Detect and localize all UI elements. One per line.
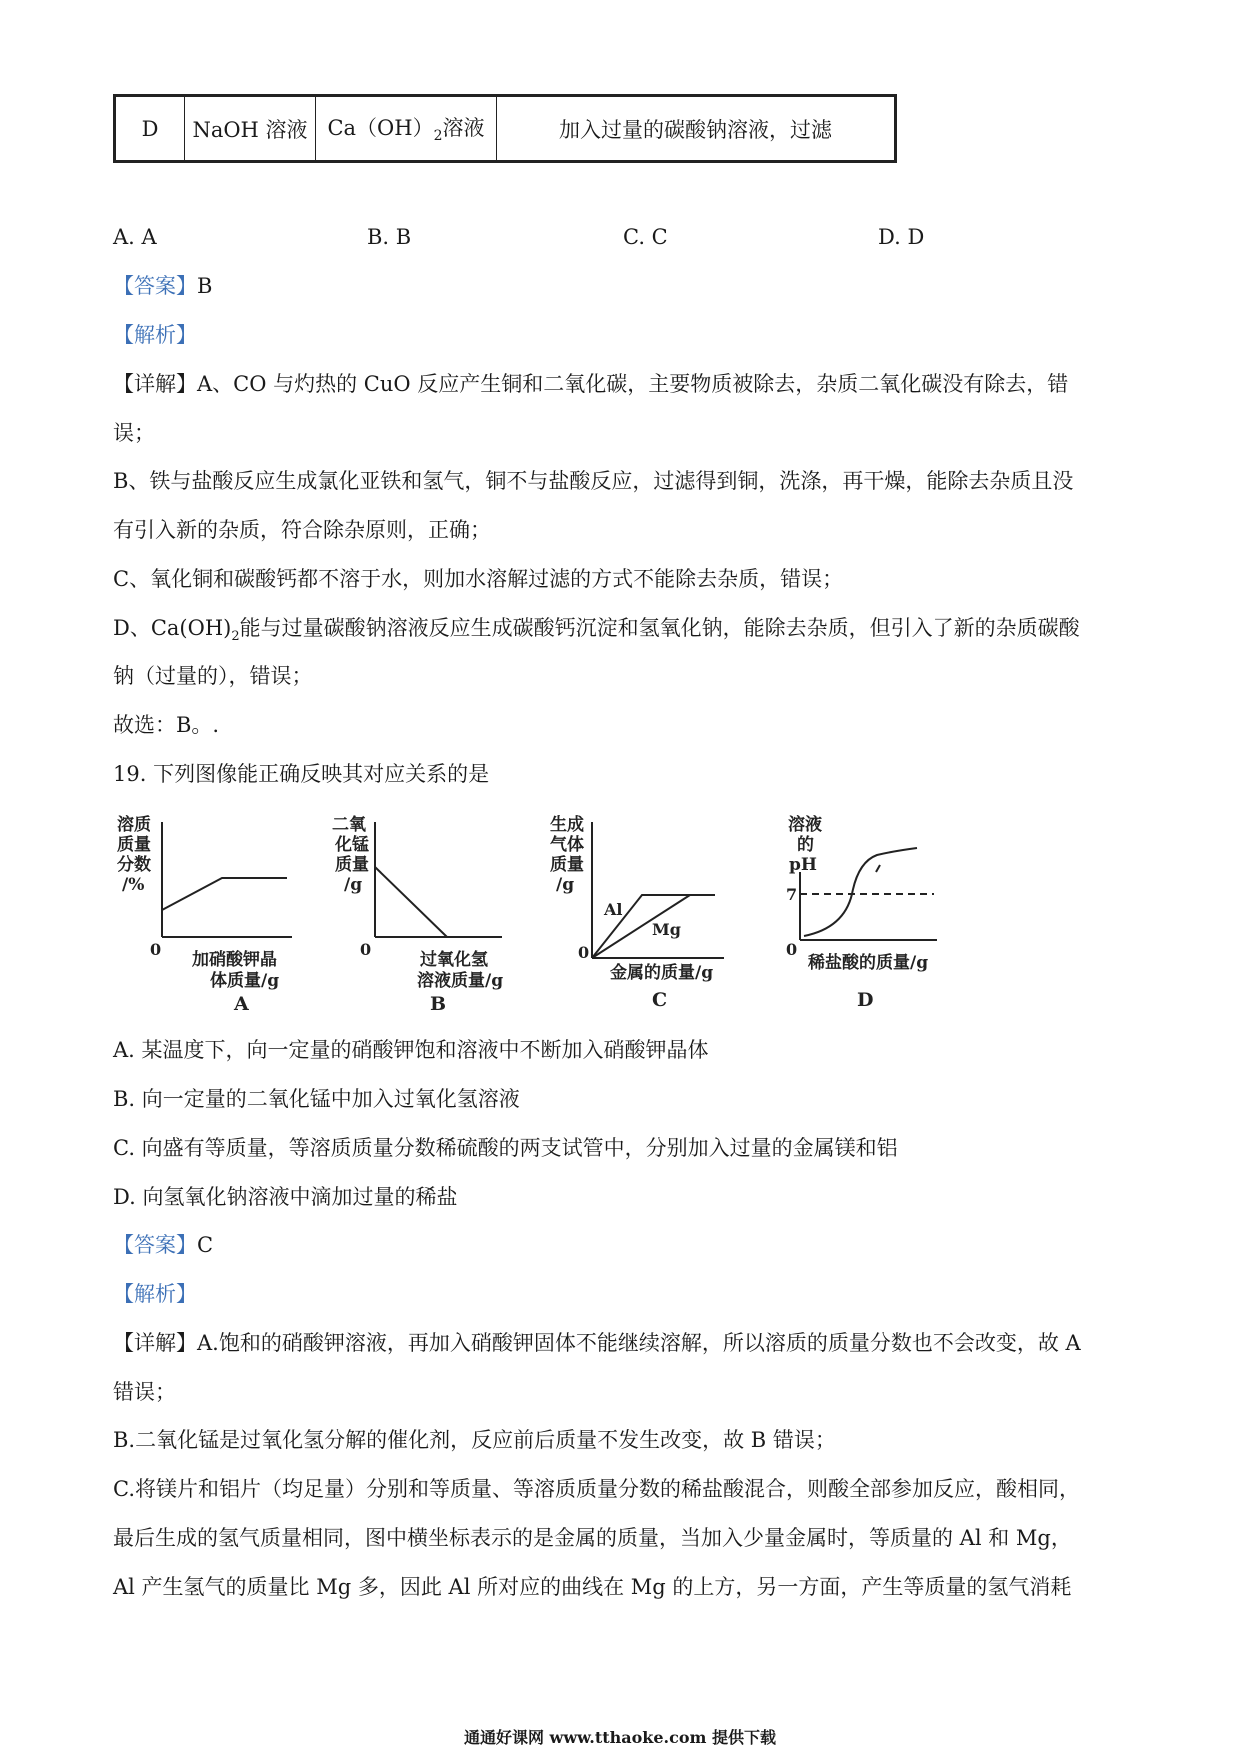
figure-b-xlabel-1: 过氧化氢 bbox=[420, 950, 488, 970]
cell-text: 溶液 bbox=[442, 116, 485, 141]
figure-d-ylabel-3: pH bbox=[789, 855, 817, 875]
figure-a-origin: 0 bbox=[150, 940, 162, 959]
figure-a-xlabel-1: 加硝酸钾晶 bbox=[192, 950, 277, 970]
figure-c-origin: 0 bbox=[578, 943, 590, 962]
answer-tag: 【答案】 bbox=[113, 1233, 197, 1257]
figure-a bbox=[117, 814, 292, 1015]
table-row bbox=[115, 96, 896, 162]
analysis-tag: 【解析】 bbox=[113, 323, 197, 347]
figure-d-xlabel: 稀盐酸的质量/g bbox=[808, 953, 929, 973]
cell-text: Ca（OH） bbox=[327, 116, 434, 141]
detail-line: 故选：B。. bbox=[113, 713, 220, 737]
q19-detail-line bbox=[113, 1328, 1081, 1358]
page-footer: 通通好课网 www.tthaoke.com 提供下载 bbox=[463, 1728, 777, 1747]
figure-c-xlabel: 金属的质量/g bbox=[610, 963, 714, 983]
figure-b-origin: 0 bbox=[360, 940, 372, 959]
figure-a-ylabel-4: /% bbox=[122, 875, 145, 895]
detail-line: B、铁与盐酸反应生成氯化亚铁和氢气，铜不与盐酸反应，过滤得到铜，洗涤，再干燥，能除去杂质且没 bbox=[113, 469, 1074, 493]
detail-text: A.饱和的硝酸钾溶液，再加入硝酸钾固体不能继续溶解，所以溶质的质量分数也不会改变，故 A bbox=[197, 1331, 1081, 1355]
detail-line bbox=[113, 369, 1068, 399]
q19-analysis-tag: 【解析】 bbox=[113, 1282, 197, 1306]
figure-c-ylabel-1: 生成 bbox=[550, 815, 584, 835]
figures-svg bbox=[112, 810, 952, 1020]
q19-detail-line: Al 产生氢气的质量比 Mg 多，因此 Al 所对应的曲线在 Mg 的上方，另一方面，产生等质量的氢气消耗 bbox=[113, 1575, 1072, 1599]
q19-option-c: C. 向盛有等质量，等溶质质量分数稀硫酸的两支试管中，分别加入过量的金属镁和铝 bbox=[113, 1136, 898, 1160]
figure-a-caption: A bbox=[234, 993, 249, 1015]
figure-a-ylabel-2: 质量 bbox=[117, 835, 151, 855]
figure-d-tick-mark bbox=[876, 865, 880, 872]
q19-detail-line: C.将镁片和铝片（均足量）分别和等质量、等溶质质量分数的稀盐酸混合，则酸全部参加反应，酸相同， bbox=[113, 1477, 1080, 1501]
detail-text: 能与过量碳酸钠溶液反应生成碳酸钙沉淀和氢氧化钠，能除去杂质，但引入了新的杂质碳酸 bbox=[239, 616, 1080, 640]
detail-line: C、氧化铜和碳酸钙都不溶于水，则加水溶解过滤的方式不能除去杂质，错误； bbox=[113, 567, 844, 591]
table-cell bbox=[316, 96, 497, 162]
answer-value: B bbox=[197, 274, 213, 298]
q19-option-a: A. 某温度下，向一定量的硝酸钾饱和溶液中不断加入硝酸钾晶体 bbox=[113, 1038, 709, 1062]
figure-b-ylabel-4: /g bbox=[344, 875, 363, 895]
figure-b-curve bbox=[375, 867, 447, 937]
detail-tag: 【详解】 bbox=[113, 372, 197, 396]
detail-tag: 【详解】 bbox=[113, 1331, 197, 1355]
figure-c-label-al: Al bbox=[604, 900, 623, 919]
figure-a-ylabel-1: 溶质 bbox=[117, 815, 151, 835]
question-figures bbox=[112, 810, 952, 1020]
table-cell: D bbox=[115, 96, 185, 162]
figure-c-label-mg: Mg bbox=[652, 920, 681, 939]
figure-d-tick-7: 7 bbox=[786, 885, 798, 904]
figure-c-ylabel-2: 气体 bbox=[550, 835, 584, 855]
detail-line: 有引入新的杂质，符合除杂原则，正确； bbox=[113, 518, 491, 542]
option-d: D. D bbox=[878, 225, 925, 249]
figure-c-ylabel-4: /g bbox=[556, 875, 575, 895]
options-table bbox=[113, 94, 897, 163]
q19-option-d: D. 向氢氧化钠溶液中滴加过量的稀盐 bbox=[113, 1185, 458, 1209]
figure-d-ylabel-2: 的 bbox=[797, 835, 814, 855]
figure-b-caption: B bbox=[430, 993, 447, 1015]
q19-detail-line: B.二氧化锰是过氧化氢分解的催化剂，反应前后质量不发生改变，故 B 错误； bbox=[113, 1428, 836, 1452]
cell-subscript: 2 bbox=[433, 128, 443, 145]
detail-line bbox=[113, 613, 1080, 652]
figure-c-caption: C bbox=[652, 989, 668, 1011]
detail-line: 钠（过量的），错误； bbox=[113, 664, 313, 688]
figure-a-ylabel-3: 分数 bbox=[117, 855, 151, 875]
figure-d bbox=[786, 814, 937, 1011]
figure-d-curve bbox=[804, 848, 917, 936]
option-a: A. A bbox=[113, 225, 157, 249]
q19-detail-line: 错误； bbox=[113, 1380, 176, 1404]
table-cell: NaOH 溶液 bbox=[185, 96, 316, 162]
figure-b-ylabel-1: 二氧 bbox=[332, 815, 366, 835]
detail-line: 误； bbox=[113, 421, 155, 445]
figure-c-ylabel-3: 质量 bbox=[550, 855, 584, 875]
q19-detail-line: 最后生成的氢气质量相同，图中横坐标表示的是金属的质量，当加入少量金属时，等质量的 Al 和 Mg， bbox=[113, 1526, 1072, 1550]
answer-tag: 【答案】 bbox=[113, 274, 197, 298]
figure-b-ylabel-3: 质量 bbox=[335, 855, 369, 875]
figure-d-caption: D bbox=[857, 989, 874, 1011]
detail-text: A、CO 与灼热的 CuO 反应产生铜和二氧化碳，主要物质被除去，杂质二氧化碳没有除去，错 bbox=[197, 372, 1069, 396]
figure-b-ylabel-2: 化锰 bbox=[335, 835, 369, 855]
question-stem: 19. 下列图像能正确反映其对应关系的是 bbox=[113, 762, 490, 786]
table-cell: 加入过量的碳酸钠溶液，过滤 bbox=[497, 96, 896, 162]
figure-b-xlabel-2: 溶液质量/g bbox=[417, 971, 504, 991]
option-b: B. B bbox=[367, 225, 412, 249]
formula-text: D、Ca(OH) bbox=[113, 616, 232, 640]
answer-line bbox=[113, 271, 212, 301]
figure-b bbox=[332, 814, 503, 1015]
answer-value: C bbox=[197, 1233, 214, 1257]
figure-d-ylabel-1: 溶液 bbox=[788, 815, 822, 835]
figure-a-xlabel-2: 体质量/g bbox=[210, 971, 280, 991]
figure-d-origin: 0 bbox=[786, 940, 798, 959]
q19-option-b: B. 向一定量的二氧化锰中加入过氧化氢溶液 bbox=[113, 1087, 520, 1111]
option-c: C. C bbox=[623, 225, 668, 249]
figure-a-curve bbox=[162, 878, 287, 910]
figure-c bbox=[550, 814, 724, 1011]
q19-answer-line bbox=[113, 1230, 213, 1260]
formula-subscript: 2 bbox=[231, 629, 240, 645]
